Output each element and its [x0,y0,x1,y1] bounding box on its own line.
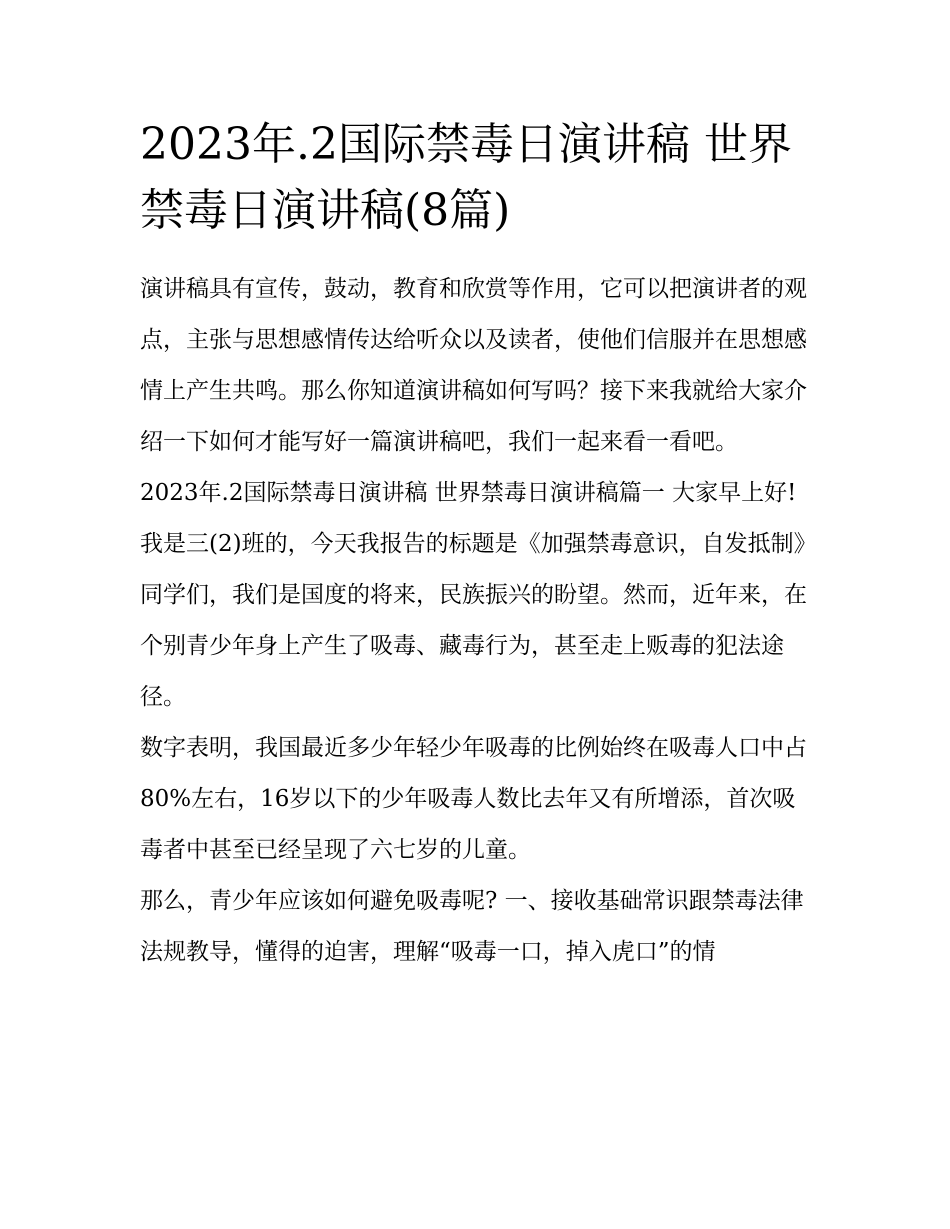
document-page [140,112,816,978]
document-body [140,264,816,978]
paragraph-prevention: 那么，青少年应该如何避免吸毒呢? 一、接收基础常识跟禁毒法律法规教导，懂得的迫害，理解“吸毒一口，掉入虎口”的情 [140,888,804,965]
paragraph-intro: 演讲稿具有宣传，鼓动，教育和欣赏等作用，它可以把演讲者的观点，主张与思想感情传达给听众以及读者，使他们信服并在思想感情上产生共鸣。那么你知道演讲稿如何写吗？接下来我就给大家介绍一下如何才能写好一篇演讲稿吧，我们一起来看一看吧。 [140,276,807,455]
paragraph-speech-opening: 2023年.2国际禁毒日演讲稿 世界禁毒日演讲稿篇一 大家早上好!我是三(2)班的，今天我报告的标题是《加强禁毒意识，自发抵制》 [140,480,817,557]
paragraph-statistics: 数字表明，我国最近多少年轻少年吸毒的比例始终在吸毒人口中占80%左右，16岁以下的少年吸毒人数比去年又有所增添，首次吸毒者中甚至已经呈现了六七岁的儿童。 [140,735,807,863]
paragraph-students: 同学们，我们是国度的将来，民族振兴的盼望。然而，近年来，在个别青少年身上产生了吸毒、藏毒行为，甚至走上贩毒的犯法途径。 [140,582,807,710]
document-title: 2023年.2国际禁毒日演讲稿 世界禁毒日演讲稿(8篇) [140,119,792,236]
